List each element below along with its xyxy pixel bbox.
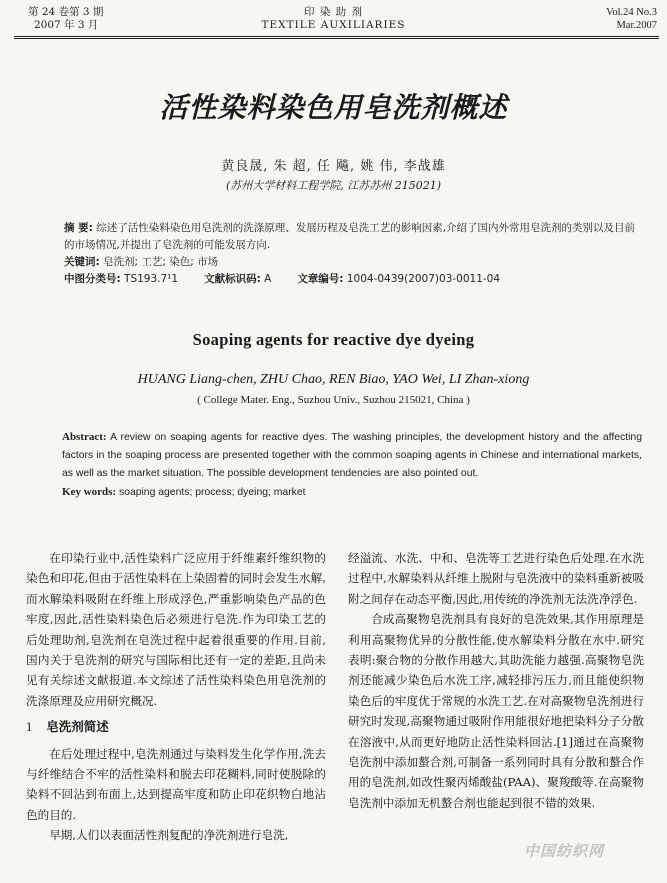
date-en: Mar.2007	[616, 20, 657, 31]
keywords-cn-label: 关键词:	[64, 256, 100, 268]
date-cn: 2007 年 3 月	[34, 19, 99, 31]
journal-en: TEXTILE AUXILIARIES	[261, 19, 406, 31]
body-column-right	[348, 548, 644, 813]
article-no-value: 1004-0439(2007)03-0011-04	[346, 273, 501, 285]
clc-value: TS193.7¹1	[124, 273, 179, 285]
section-title: 皂洗剂简述	[46, 719, 109, 735]
volume-cn: 第 24 卷第 3 期	[28, 6, 104, 18]
doc-code-field	[204, 271, 271, 288]
title-en: Soaping agents for reactive dye dyeing	[192, 330, 475, 349]
header-rule-thin	[14, 38, 659, 39]
abstract-cn	[64, 220, 642, 288]
authors-cn: 黄良晟, 朱 超, 任 飚, 姚 伟, 李战雄	[221, 159, 446, 174]
paragraph: 合成高聚物皂洗剂具有良好的皂洗效果,其作用原理是利用高聚物优异的分散性能,使水解染料分散在水中.研究表明:聚合物的分散作用越大,其助洗能力越强.高聚物皂洗剂还能减少染色后水洗工序,减轻排污压力,而且能使织物染色后的牢度优于常规的水洗工艺.在对高聚物皂洗剂进行研究时发现,高聚物通过吸附作用能很好地把染料分子分散在溶液中,从而更好地防止活性染料回沾.[1]通过在高聚物皂洗剂中添加螯合剂,可制备一系列同时具有分散和螯合作用的皂洗剂,如改性聚丙烯酸盐(PAA)、聚羧酸等.在高聚物皂洗剂中添加无机螯合剂也能起到很不错的效果.	[348, 612, 644, 810]
keywords-en-value: soaping agents; process; dyeing; market	[118, 487, 306, 498]
journal-cn: 印 染 助 剂	[303, 6, 363, 18]
header-right	[606, 6, 657, 32]
authors-en: HUANG Liang-chen, ZHU Chao, REN Biao, YAO Wei, LI Zhan-xiong	[137, 372, 530, 387]
abstract-cn-text	[64, 220, 642, 254]
keywords-cn	[64, 254, 642, 271]
paragraph: 经溢流、水洗、中和、皂洗等工艺进行染色后处理.在水洗过程中,水解染料从纤维上脱附与皂洗液中的染料重新被吸附之间存在动态平衡,因此,用传统的净洗剂无法洗净浮色.	[348, 551, 644, 606]
abstract-cn-label: 摘 要:	[64, 222, 93, 234]
paragraph: 在后处理过程中,皂洗剂通过与染料发生化学作用,洗去与纤维结合不牢的活性染料和脱去印花糊料,同时使脱除的染料不回沾到布面上,达到提高牢度和防止印花织物白地沾色的目的.	[26, 746, 326, 822]
keywords-en	[62, 483, 642, 502]
body-column-left	[26, 548, 326, 846]
section-number: 1	[26, 720, 33, 735]
keywords-en-label: Key words:	[62, 486, 117, 498]
page-title: 活性染料染色用皂洗剂概述	[159, 91, 508, 124]
volume-en: Vol.24 No.3	[606, 7, 657, 18]
clc-field	[64, 271, 178, 288]
section-heading	[26, 717, 326, 737]
paragraph: 早期,人们以表面活性剂复配的净洗剂进行皂洗,	[49, 828, 289, 843]
abstract-cn-body: 综述了活性染料染色用皂洗剂的洗涤原理、发展历程及皂洗工艺的影响因素,介绍了国内外常用皂洗剂的类别以及目前的市场情况,并提出了皂洗剂的可能发展方向.	[64, 222, 636, 251]
abstract-en-label: Abstract:	[62, 431, 107, 443]
article-no-field	[297, 271, 500, 288]
affiliation-en: ( College Mater. Eng., Suzhou Univ., Suzhou 215021, China )	[197, 394, 470, 406]
affiliation-cn: (苏州大学材料工程学院, 江苏苏州 215021)	[225, 179, 442, 192]
article-no-label: 文章编号:	[297, 273, 344, 285]
abstract-en	[62, 428, 642, 502]
header-rule	[14, 36, 659, 37]
classification-row	[64, 271, 642, 288]
doc-code-label: 文献标识码:	[204, 273, 261, 285]
paragraph: 在印染行业中,活性染料广泛应用于纤维素纤维织物的染色和印花,但由于活性染料在上染固着的同时会发生水解,而水解染料吸附在纤维上形成浮色,严重影响染色产品的色牢度,因此,活性染料染色后必须进行皂洗.作为印染工艺的后处理助剂,皂洗剂在皂洗过程中起着很重要的作用.目前,国内关于皂洗剂的研究与国际相比还有一定的差距,且尚未见有关综述文献报道.本文综述了活性染料染色用皂洗剂的洗涤原理及应用研究概况.	[26, 551, 326, 708]
abstract-en-text	[62, 428, 642, 483]
abstract-en-body: A review on soaping agents for reactive dyes. The washing principles, the development history and the affecting factors in the soaping process are presented together with the common soaping agents in Chinese and international markets, as well as the market situation. The possible development tendencies are also pointed out.	[62, 432, 642, 479]
header-center	[0, 6, 667, 32]
watermark: 中国纺织网	[524, 842, 605, 860]
clc-label: 中图分类号:	[64, 273, 121, 285]
doc-code-value: A	[264, 273, 272, 285]
keywords-cn-value: 皂洗剂; 工艺; 染色; 市场	[103, 256, 219, 268]
